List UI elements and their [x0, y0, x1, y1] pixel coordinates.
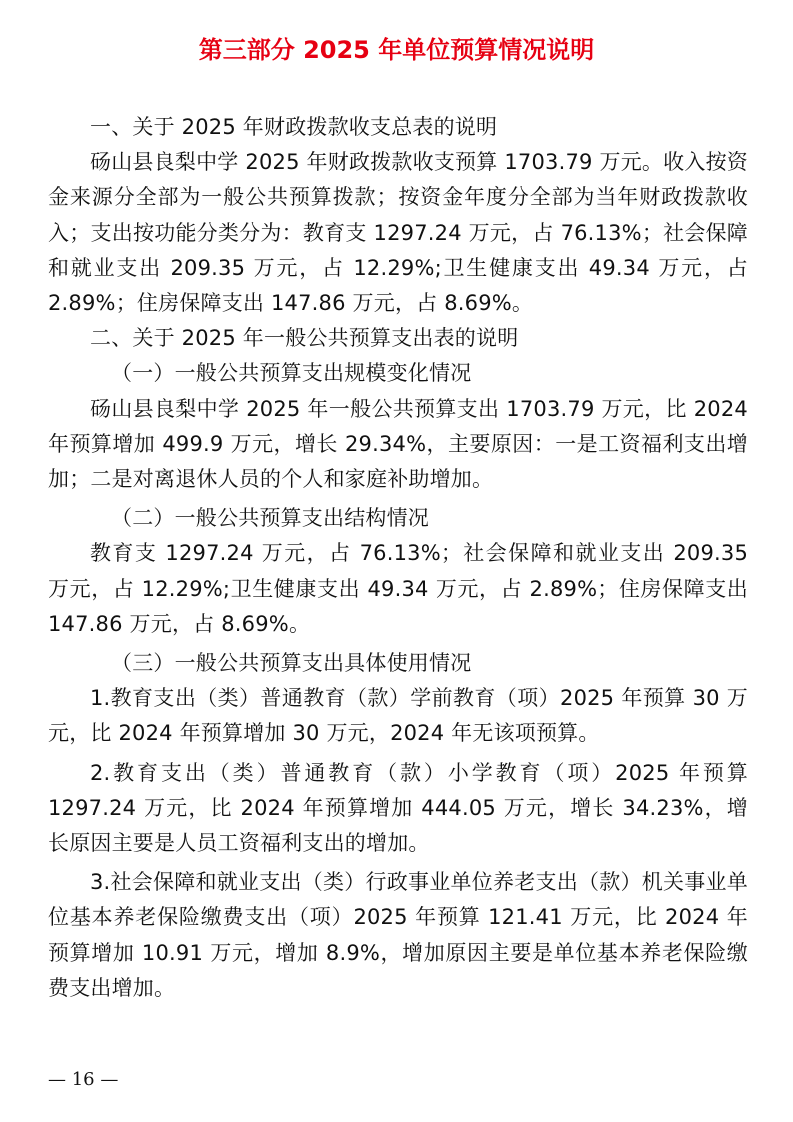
- paragraph-item-2: 2.教育支出（类）普通教育（款）小学教育（项）2025 年预算 1297.24 万元，比 2024 年预算增加 444.05 万元，增长 34.23%，增长原因主要是人员工资福利支出的增加。: [48, 760, 748, 856]
- document-body: [48, 110, 748, 1006]
- paragraph-item-1: 1.教育支出（类）普通教育（款）学前教育（项）2025 年预算 30 万元，比 2024 年预算增加 30 万元，2024 年无该项预算。: [48, 686, 748, 746]
- paragraph-item-3: 3.社会保障和就业支出（类）行政事业单位养老支出（款）机关事业单位基本养老保险缴费支出（项）2025 年预算 121.41 万元，比 2024 年预算增加 10.91 万元，增加 8.9%，增加原因主要是单位基本养老保险缴费支出增加。: [48, 870, 748, 1000]
- paragraph-revenue-summary: 砀山县良梨中学 2025 年财政拨款收支预算 1703.79 万元。收入按资金来源分全部为一般公共预算拨款；按资金年度分全部为当年财政拨款收入；支出按功能分类分为：教育支 1297.24 万元，占 76.13%；社会保障和就业支出 209.35 万元，占 12.29%;卫生健康支出 49.34 万元，占 2.89%；住房保障支出 147.86 万元，占 8.69%。: [48, 150, 748, 316]
- section-heading-1: 一、关于 2025 年财政拨款收支总表的说明: [90, 115, 498, 139]
- subsection-heading-3: （三）一般公共预算支出具体使用情况: [111, 651, 472, 676]
- section-heading-2: 二、关于 2025 年一般公共预算支出表的说明: [90, 326, 519, 351]
- paragraph-structure: 教育支 1297.24 万元，占 76.13%；社会保障和就业支出 209.35 万元，占 12.29%;卫生健康支出 49.34 万元，占 2.89%；住房保障支出 147.86 万元，占 8.69%。: [48, 541, 748, 636]
- page-title: 第三部分 2025 年单位预算情况说明: [198, 36, 595, 64]
- subsection-heading-1: （一）一般公共预算支出规模变化情况: [111, 361, 472, 386]
- subsection-heading-2: （二）一般公共预算支出结构情况: [111, 506, 429, 531]
- paragraph-scale-change: 砀山县良梨中学 2025 年一般公共预算支出 1703.79 万元，比 2024 年预算增加 499.9 万元，增长 29.34%，主要原因：一是工资福利支出增加；二是对离退休人员的个人和家庭补助增加。: [48, 396, 748, 492]
- page-number: — 16 —: [48, 1069, 119, 1090]
